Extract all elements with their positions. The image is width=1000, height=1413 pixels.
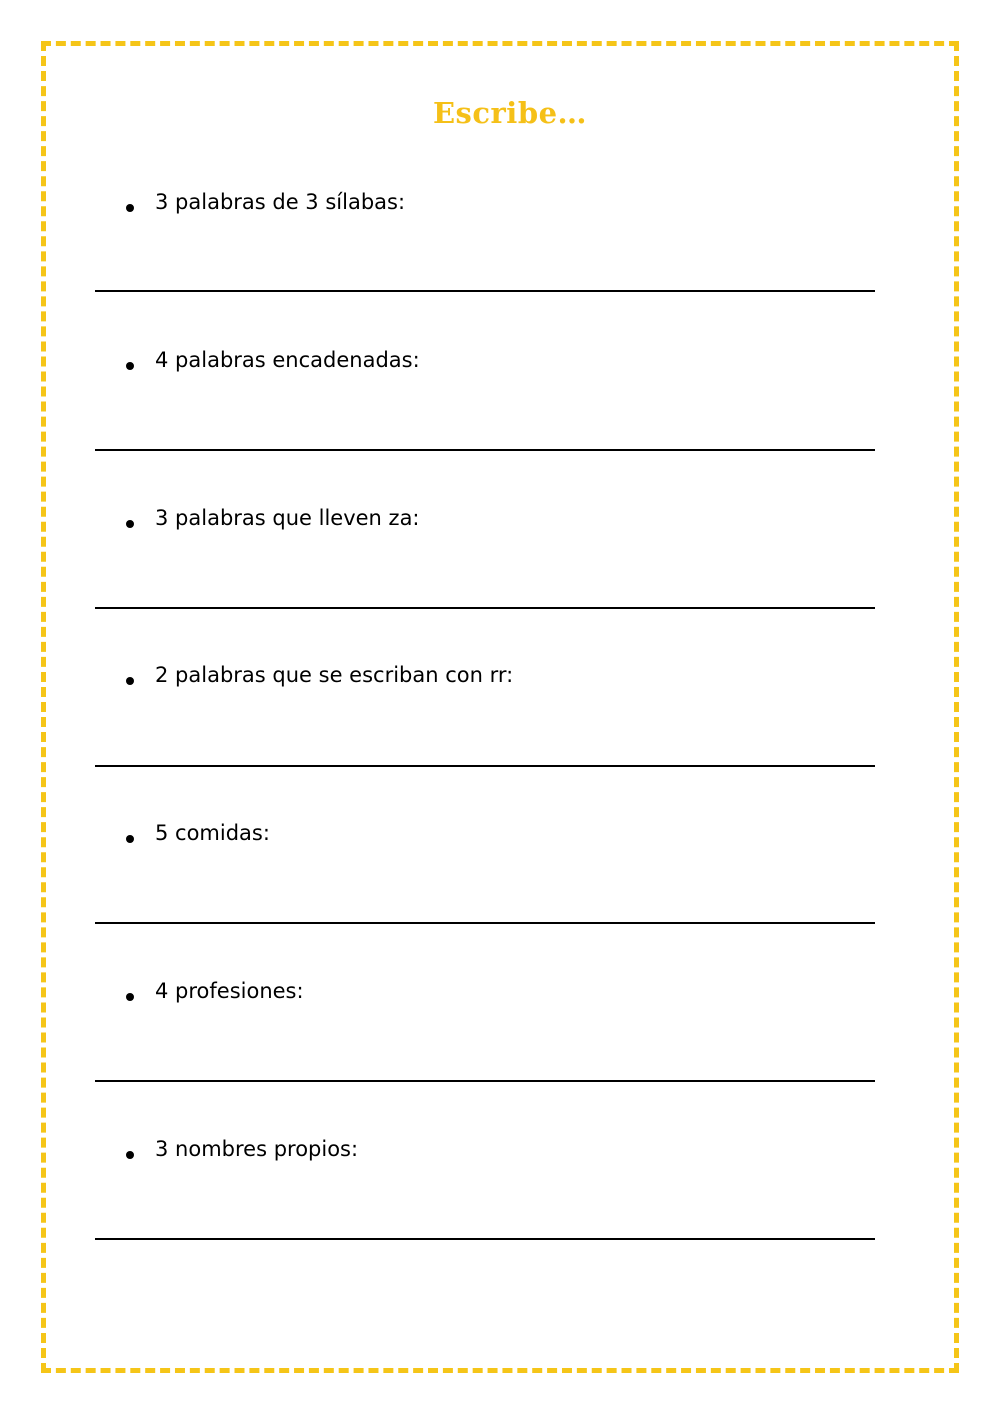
bullet-icon bbox=[126, 677, 134, 685]
prompt-label: 4 palabras encadenadas: bbox=[155, 348, 420, 372]
prompt-item bbox=[0, 1137, 1000, 1311]
answer-line[interactable] bbox=[95, 449, 875, 451]
answer-line[interactable] bbox=[95, 1080, 875, 1082]
prompt-label: 5 comidas: bbox=[155, 821, 270, 845]
prompt-item bbox=[0, 979, 1000, 1153]
answer-line[interactable] bbox=[95, 607, 875, 609]
prompt-item bbox=[0, 506, 1000, 680]
prompt-label: 3 nombres propios: bbox=[155, 1137, 359, 1161]
prompt-label: 4 profesiones: bbox=[155, 979, 304, 1003]
prompt-item bbox=[0, 348, 1000, 522]
bullet-icon bbox=[126, 362, 134, 370]
bullet-icon bbox=[126, 520, 134, 528]
prompt-item bbox=[0, 190, 1000, 364]
bullet-icon bbox=[126, 993, 134, 1001]
bullet-icon bbox=[126, 835, 134, 843]
prompt-item bbox=[0, 821, 1000, 995]
prompt-label: 3 palabras de 3 sílabas: bbox=[155, 190, 406, 214]
prompt-label: 3 palabras que lleven za: bbox=[155, 506, 420, 530]
bullet-icon bbox=[126, 1151, 134, 1159]
answer-line[interactable] bbox=[95, 765, 875, 767]
answer-line[interactable] bbox=[95, 1238, 875, 1240]
prompt-label: 2 palabras que se escriban con rr: bbox=[155, 663, 514, 687]
answer-line[interactable] bbox=[95, 290, 875, 292]
worksheet-title: Escribe… bbox=[432, 96, 588, 130]
answer-line[interactable] bbox=[95, 922, 875, 924]
prompt-item bbox=[0, 663, 1000, 837]
bullet-icon bbox=[126, 204, 134, 212]
